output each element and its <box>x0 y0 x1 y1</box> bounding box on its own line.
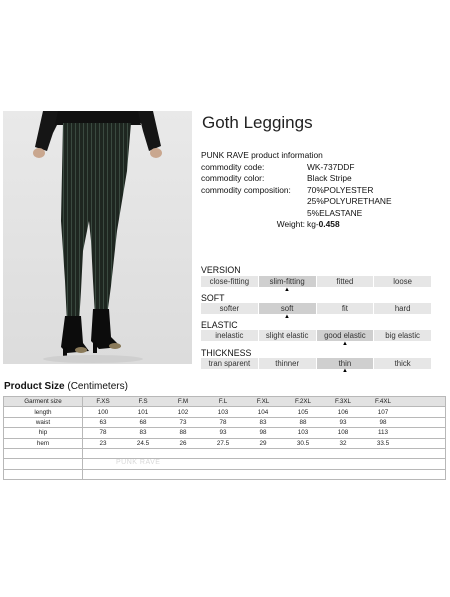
weight: Weight: kg-0.458 <box>276 219 340 229</box>
version-option: loose <box>374 276 431 287</box>
soft-option: hard <box>374 303 431 314</box>
product-title: Goth Leggings <box>202 113 313 132</box>
size-table <box>3 396 446 480</box>
soft-scale <box>201 303 432 314</box>
thickness-option: tran sparent <box>201 358 258 369</box>
elastic-scale <box>201 330 432 341</box>
elastic-option: big elastic <box>374 330 431 341</box>
table-row: length 100 101 102 103 104 105 106 107 <box>4 407 446 417</box>
elastic-option: slight elastic <box>259 330 316 341</box>
thickness-option: thinner <box>259 358 316 369</box>
size-table-header <box>4 397 446 407</box>
commodity-code: commodity code: WK-737DDF <box>201 161 355 172</box>
composition-line: 5%ELASTANE <box>307 207 363 218</box>
table-row-empty <box>4 469 446 479</box>
version-title: VERSION <box>201 265 241 275</box>
thickness-option-selected: thin <box>317 358 374 369</box>
soft-marker-icon: ▲ <box>284 314 290 320</box>
table-row: hip 78 83 88 93 98 103 108 113 <box>4 428 446 438</box>
soft-title: SOFT <box>201 293 225 303</box>
elastic-option: inelastic <box>201 330 258 341</box>
soft-option-selected: soft <box>259 303 316 314</box>
elastic-option-selected: good elastic <box>317 330 374 341</box>
size-header-values: F.XS F.S F.M F.L F.XL F.2XL F.3XL F.4XL <box>83 397 446 407</box>
info-heading: PUNK RAVE product information <box>201 150 323 160</box>
version-marker-icon: ▲ <box>284 287 290 293</box>
commodity-composition: commodity composition: 70%POLYESTER <box>201 184 374 195</box>
thickness-marker-icon: ▲ <box>342 368 348 374</box>
version-option: close-fitting <box>201 276 258 287</box>
elastic-marker-icon: ▲ <box>342 341 348 347</box>
thickness-option: thick <box>374 358 431 369</box>
composition-line: 25%POLYURETHANE <box>307 196 392 206</box>
product-info <box>201 150 392 231</box>
table-row-empty <box>4 448 446 458</box>
soft-option: fit <box>317 303 374 314</box>
weight-value: kg-0.458 <box>307 219 340 229</box>
thickness-scale <box>201 358 432 369</box>
watermark: PUNK RAVE <box>116 459 161 466</box>
table-row: hem 23 24.5 26 27.5 29 30.5 32 33.5 <box>4 438 446 448</box>
size-header-label: Garment size <box>4 397 83 407</box>
version-scale <box>201 276 432 287</box>
thickness-title: THICKNESS <box>201 348 252 358</box>
commodity-color: commodity color: Black Stripe <box>201 173 352 183</box>
version-option-selected: slim-fitting <box>259 276 316 287</box>
soft-option: softer <box>201 303 258 314</box>
table-row-empty <box>4 459 446 469</box>
elastic-title: ELASTIC <box>201 320 238 330</box>
size-table-title: Product Size (Centimeters) <box>4 381 128 392</box>
model-illustration <box>3 111 192 364</box>
table-row: waist 63 68 73 78 83 88 93 98 <box>4 417 446 427</box>
version-option: fitted <box>317 276 374 287</box>
